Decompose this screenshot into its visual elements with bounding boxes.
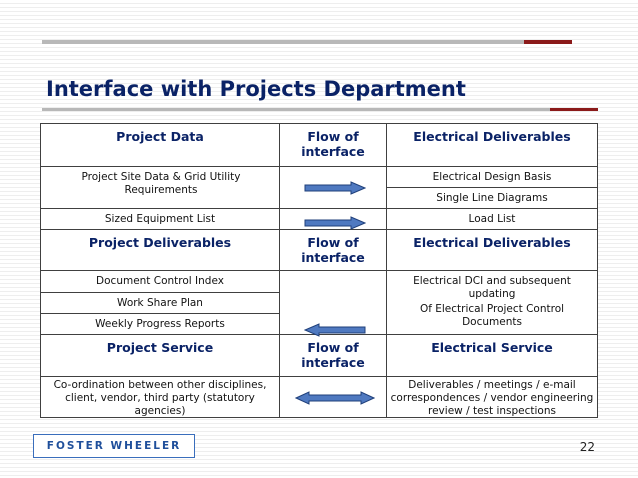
item-project-site-data: Project Site Data & Grid Utility Requirements [81, 171, 241, 196]
logo-text: FOSTER WHEELER [46, 440, 182, 452]
foster-wheeler-logo [33, 434, 195, 458]
header-flow-of-interface: Flow of interface [301, 129, 365, 159]
interface-table [40, 123, 598, 418]
header-electrical-deliverables: Electrical Deliverables [413, 235, 571, 250]
item-single-line-diagrams: Single Line Diagrams [436, 192, 548, 204]
top-rule-accent [524, 40, 572, 44]
item-document-control-index: Document Control Index [96, 275, 224, 287]
title-rule-accent [550, 108, 598, 111]
header-project-service: Project Service [106, 340, 214, 355]
item-work-share-plan: Work Share Plan [117, 297, 203, 309]
header-project-data: Project Data [116, 129, 204, 144]
header-flow-of-interface: Flow of interface [301, 235, 365, 265]
double-arrow-icon [295, 391, 375, 405]
item-electrical-project-control-documents: Of Electrical Project Control Documents [419, 303, 565, 328]
item-electrical-design-basis: Electrical Design Basis [432, 171, 552, 183]
item-deliverables-meetings: Deliverables / meetings / e-mail correspondences / vendor engineering review / test inspections [390, 379, 594, 417]
top-rule [42, 40, 572, 44]
item-coordination: Co-ordination between other disciplines, client, vendor, third party (statutory agencies) [53, 379, 267, 417]
item-weekly-progress-reports: Weekly Progress Reports [95, 318, 225, 330]
title-rule [42, 108, 598, 111]
header-electrical-service: Electrical Service [431, 340, 553, 355]
header-flow-of-interface: Flow of interface [301, 340, 365, 370]
right-arrow-icon [304, 216, 366, 230]
slide-title: Interface with Projects Department [46, 77, 466, 101]
item-sized-equipment-list: Sized Equipment List [104, 213, 216, 225]
page-number: 22 [579, 440, 595, 454]
header-project-deliverables: Project Deliverables [88, 235, 232, 250]
right-arrow-icon [304, 181, 366, 195]
header-electrical-deliverables: Electrical Deliverables [413, 129, 571, 144]
item-load-list: Load List [468, 213, 516, 225]
left-arrow-icon [304, 323, 366, 337]
item-electrical-dci: Electrical DCI and subsequent updating [413, 275, 571, 300]
